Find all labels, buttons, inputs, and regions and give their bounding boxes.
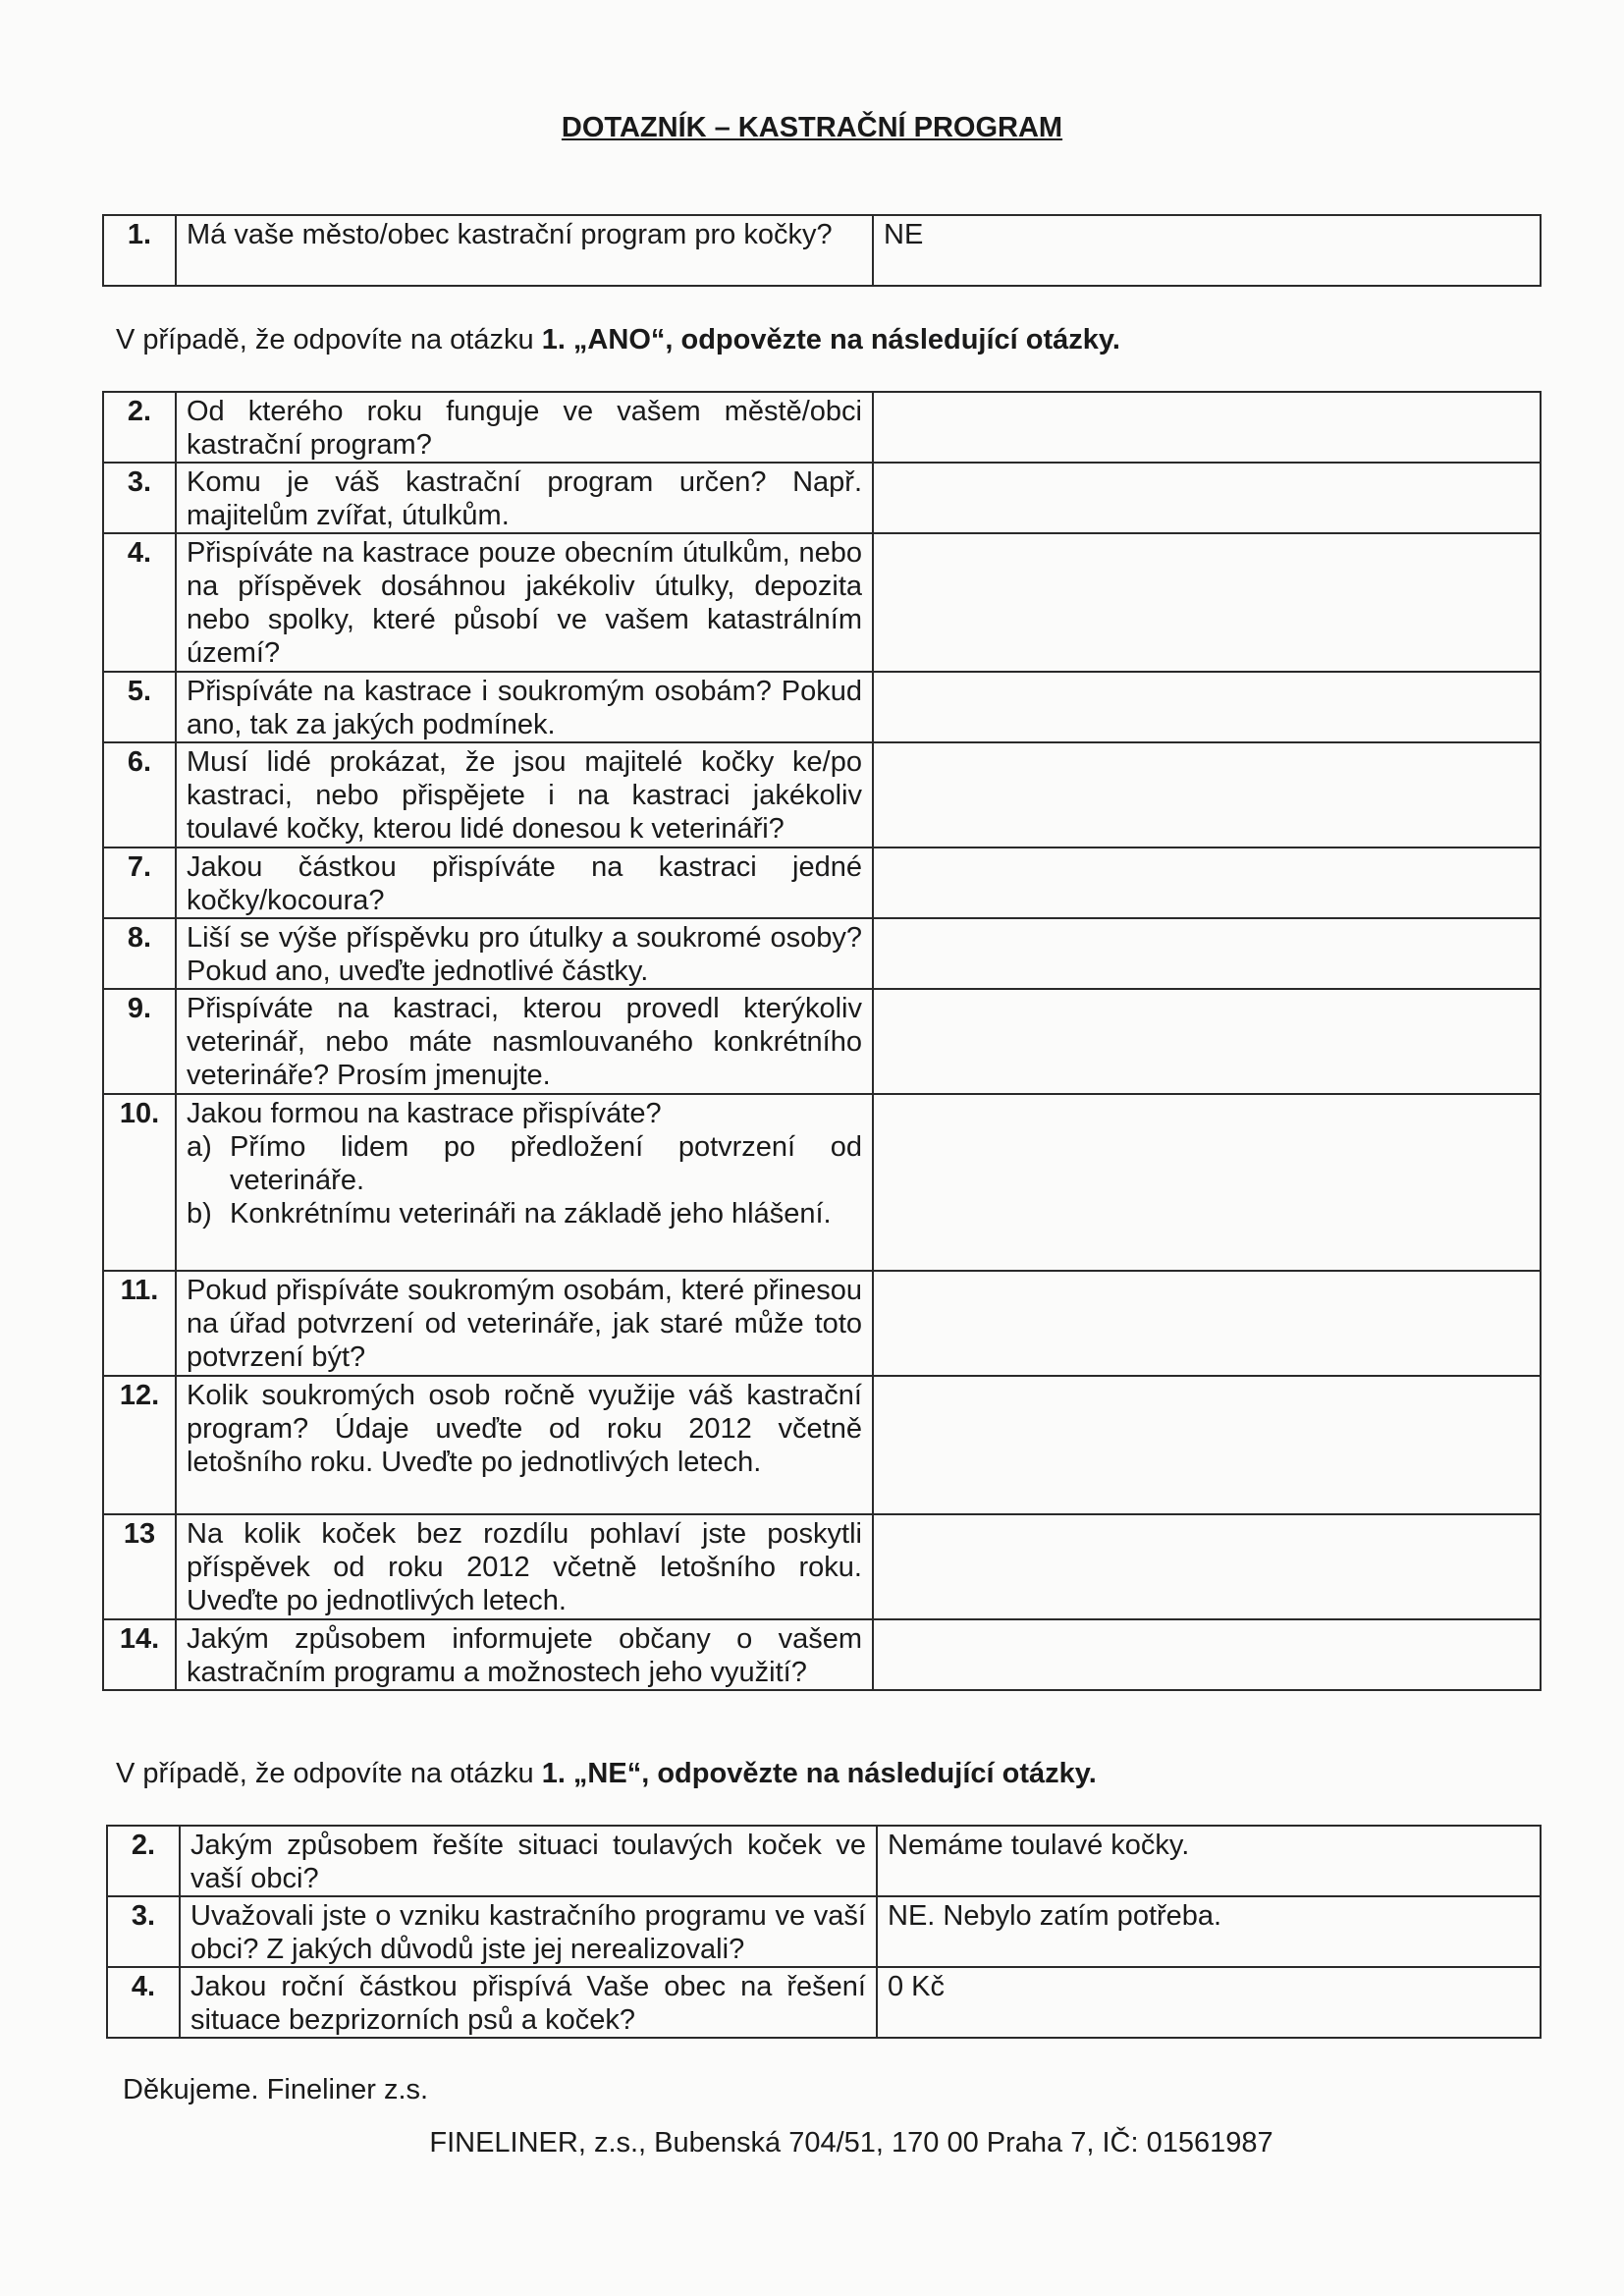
table-row bbox=[103, 463, 1541, 533]
question-text: Musí lidé prokázat, že jsou majitelé kočky ke/po kastraci, nebo přispějete i na kastraci jakékoliv toulavé kočky, kterou lidé donesou k veterináři? bbox=[176, 742, 873, 847]
question-text: Pokud přispíváte soukromým osobám, které přinesou na úřad potvrzení od veterináře, jak staré může toto potvrzení být? bbox=[176, 1271, 873, 1376]
table-row bbox=[103, 215, 1541, 286]
question-text: Jakým způsobem informujete občany o vašem kastračním programu a možnostech jeho využití? bbox=[176, 1619, 873, 1690]
condition-bold: 1. „ANO“, odpovězte na následující otázky. bbox=[541, 324, 1120, 355]
answer-field[interactable]: Nemáme toulavé kočky. bbox=[877, 1826, 1541, 1896]
answer-field[interactable] bbox=[873, 1094, 1541, 1271]
answer-field[interactable] bbox=[873, 1514, 1541, 1619]
question-number: 11. bbox=[103, 1271, 176, 1376]
option-text: Přímo lidem po předložení potvrzení od veterináře. bbox=[230, 1131, 862, 1196]
question-number: 4. bbox=[103, 533, 176, 672]
question-text: Komu je váš kastrační program určen? Např. majitelům zvířat, útulkům. bbox=[176, 463, 873, 533]
table-row bbox=[103, 533, 1541, 672]
table-row bbox=[103, 989, 1541, 1094]
question-text: Jakým způsobem řešíte situaci toulavých koček ve vaší obci? bbox=[180, 1826, 877, 1896]
condition-prefix: V případě, že odpovíte na otázku bbox=[116, 324, 542, 355]
table-row bbox=[103, 1094, 1541, 1271]
question-number: 4. bbox=[107, 1967, 180, 2038]
yes-questions-table bbox=[102, 391, 1542, 1691]
question-number: 12. bbox=[103, 1376, 176, 1514]
answer-field[interactable]: 0 Kč bbox=[877, 1967, 1541, 2038]
question-text: Na kolik koček bez rozdílu pohlaví jste poskytli příspěvek od roku 2012 včetně letošního roku. Uveďte po jednotlivých letech. bbox=[176, 1514, 873, 1619]
option-a bbox=[187, 1130, 862, 1197]
table-row bbox=[103, 392, 1541, 463]
question-text: Má vaše město/obec kastrační program pro kočky? bbox=[176, 215, 873, 286]
question-number: 2. bbox=[103, 392, 176, 463]
table-row bbox=[103, 918, 1541, 989]
option-label: b) bbox=[187, 1198, 212, 1230]
no-questions-table bbox=[106, 1825, 1542, 2039]
option-label: a) bbox=[187, 1131, 212, 1163]
question-text bbox=[176, 1094, 873, 1271]
question-text: Jakou částkou přispíváte na kastraci jedné kočky/kocoura? bbox=[176, 847, 873, 918]
question-number: 1. bbox=[103, 215, 176, 286]
table-row bbox=[107, 1826, 1541, 1896]
question-number: 13 bbox=[103, 1514, 176, 1619]
table-row bbox=[107, 1967, 1541, 2038]
table-row bbox=[107, 1896, 1541, 1967]
answer-field[interactable] bbox=[873, 742, 1541, 847]
question-text: Přispíváte na kastraci, kterou provedl kterýkoliv veterinář, nebo máte nasmlouvaného konkrétního veterináře? Prosím jmenujte. bbox=[176, 989, 873, 1094]
table-row bbox=[103, 1619, 1541, 1690]
question-text: Přispíváte na kastrace i soukromým osobám? Pokud ano, tak za jakých podmínek. bbox=[176, 672, 873, 742]
question-text: Kolik soukromých osob ročně využije váš kastrační program? Údaje uveďte od roku 2012 včetně letošního roku. Uveďte po jednotlivých letech. bbox=[176, 1376, 873, 1514]
question-text: Uvažovali jste o vzniku kastračního programu ve vaší obci? Z jakých důvodů jste jej nerealizovali? bbox=[180, 1896, 877, 1967]
question-number: 9. bbox=[103, 989, 176, 1094]
table-row bbox=[103, 672, 1541, 742]
condition-yes-heading bbox=[116, 324, 1120, 356]
question-number: 7. bbox=[103, 847, 176, 918]
question-1-table bbox=[102, 214, 1542, 287]
question-number: 8. bbox=[103, 918, 176, 989]
question-number: 10. bbox=[103, 1094, 176, 1271]
answer-field[interactable] bbox=[873, 463, 1541, 533]
question-number: 3. bbox=[103, 463, 176, 533]
table-row bbox=[103, 1514, 1541, 1619]
answer-field[interactable] bbox=[873, 1271, 1541, 1376]
answer-field[interactable] bbox=[873, 918, 1541, 989]
question-text: Přispíváte na kastrace pouze obecním útulkům, nebo na příspěvek dosáhnou jakékoliv útulky, depozita nebo spolky, které působí ve vašem katastrálním území? bbox=[176, 533, 873, 672]
question-number: 6. bbox=[103, 742, 176, 847]
table-row bbox=[103, 742, 1541, 847]
question-text: Liší se výše příspěvku pro útulky a soukromé osoby? Pokud ano, uveďte jednotlivé částky. bbox=[176, 918, 873, 989]
condition-prefix: V případě, že odpovíte na otázku bbox=[116, 1758, 542, 1789]
answer-field[interactable] bbox=[873, 1376, 1541, 1514]
answer-field[interactable] bbox=[873, 989, 1541, 1094]
table-row bbox=[103, 847, 1541, 918]
question-text: Od kterého roku funguje ve vašem městě/obci kastrační program? bbox=[176, 392, 873, 463]
answer-field[interactable] bbox=[873, 1619, 1541, 1690]
answer-field[interactable] bbox=[873, 533, 1541, 672]
question-number: 2. bbox=[107, 1826, 180, 1896]
option-text: Konkrétnímu veterináři na základě jeho hlášení. bbox=[230, 1198, 832, 1230]
thanks-note: Děkujeme. Fineliner z.s. bbox=[123, 2074, 429, 2105]
question-10-text: Jakou formou na kastrace přispíváte? bbox=[187, 1098, 662, 1129]
footer-address: FINELINER, z.s., Bubenská 704/51, 170 00 Praha 7, IČ: 01561987 bbox=[429, 2127, 1273, 2159]
table-row bbox=[103, 1271, 1541, 1376]
question-number: 5. bbox=[103, 672, 176, 742]
answer-field[interactable] bbox=[873, 672, 1541, 742]
answer-field[interactable]: NE bbox=[873, 215, 1541, 286]
condition-no-heading bbox=[116, 1758, 1097, 1790]
answer-field[interactable]: NE. Nebylo zatím potřeba. bbox=[877, 1896, 1541, 1967]
answer-field[interactable] bbox=[873, 847, 1541, 918]
condition-bold: 1. „NE“, odpovězte na následující otázky. bbox=[541, 1758, 1097, 1789]
question-number: 3. bbox=[107, 1896, 180, 1967]
question-number: 14. bbox=[103, 1619, 176, 1690]
answer-field[interactable] bbox=[873, 392, 1541, 463]
option-b bbox=[187, 1197, 862, 1230]
page-title: DOTAZNÍK – KASTRAČNÍ PROGRAM bbox=[561, 112, 1063, 143]
table-row bbox=[103, 1376, 1541, 1514]
question-text: Jakou roční částkou přispívá Vaše obec na řešení situace bezprizorních psů a koček? bbox=[180, 1967, 877, 2038]
